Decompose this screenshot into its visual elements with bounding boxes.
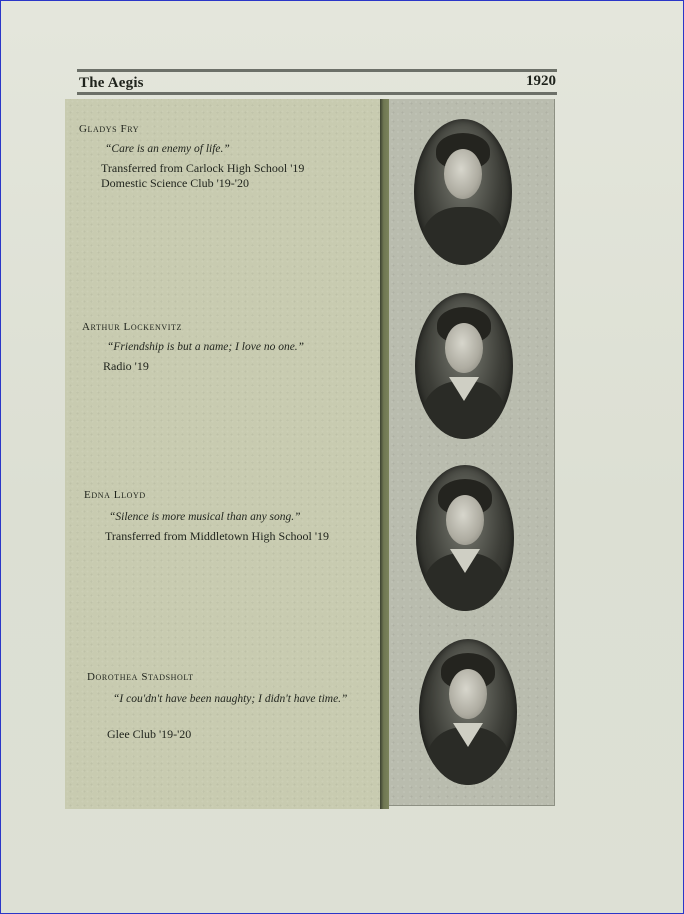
student-activity: Domestic Science Club '19-'20 — [101, 176, 249, 190]
student-quote: “Silence is more musical than any song.” — [109, 511, 301, 523]
student-quote: “Friendship is but a name; I love no one.” — [107, 341, 305, 353]
portrait-photo — [414, 119, 512, 265]
page-header — [77, 69, 557, 97]
student-activity: Transferred from Carlock High School '19 — [101, 161, 305, 175]
text-panel — [65, 99, 381, 809]
portrait-photo — [419, 639, 517, 785]
student-quote: “Care is an enemy of life.” — [105, 143, 230, 155]
header-rule-top — [77, 69, 557, 72]
page-year: 1920 — [526, 73, 556, 89]
column-divider — [380, 99, 389, 809]
student-name: Dorothea Stadsholt — [87, 671, 194, 683]
photo-panel — [389, 99, 555, 806]
student-name: Edna Lloyd — [84, 489, 146, 501]
portrait-photo — [416, 465, 514, 611]
student-name: Arthur Lockenvitz — [82, 321, 183, 333]
header-rule-bottom — [77, 92, 557, 95]
student-activity: Glee Club '19-'20 — [107, 727, 192, 741]
student-activity: Transferred from Middletown High School '19 — [105, 529, 330, 543]
student-quote: “I cou'dn't have been naughty; I didn't have time.” — [113, 693, 348, 705]
portrait-photo — [415, 293, 513, 439]
student-name: Gladys Fry — [79, 123, 140, 135]
page-title: The Aegis — [79, 75, 144, 91]
student-activity: Radio '19 — [103, 359, 149, 373]
